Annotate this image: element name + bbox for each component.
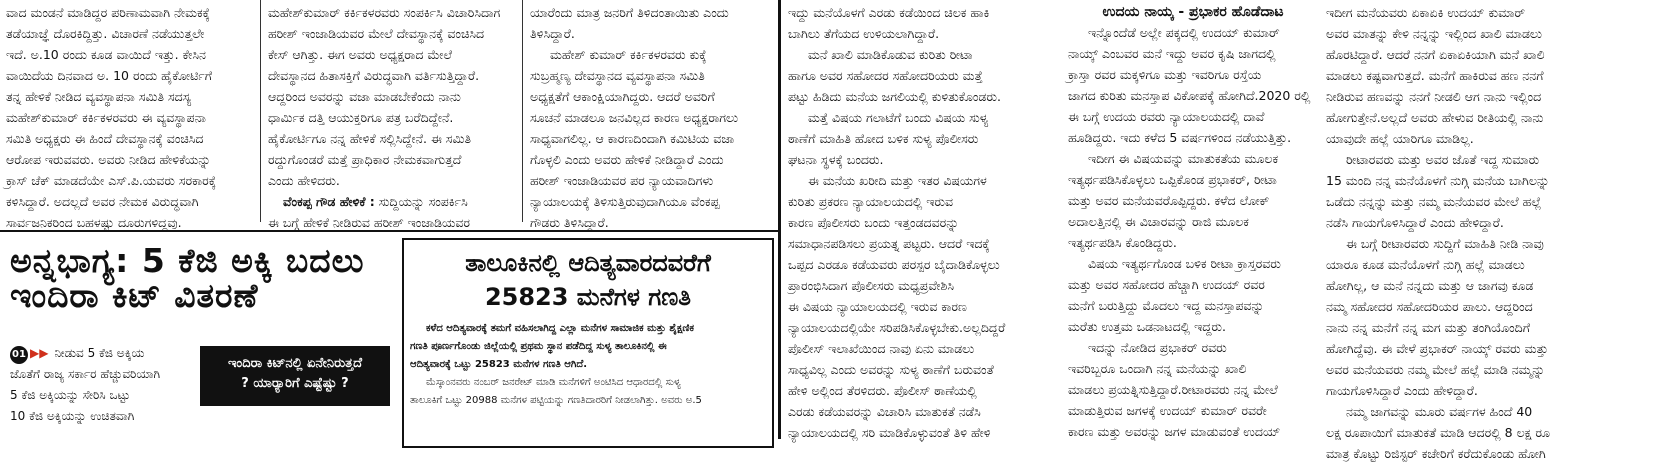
subheading: ಉದಯ ನಾಯ್ಕ - ಪ್ರಭಾಕರ ಹೊಡೆದಾಟ — [1102, 4, 1284, 20]
census-body — [410, 374, 768, 410]
text-line: ನಾಯ್ಕ್ ಎಂಬವರ ಮನೆ ಇದ್ದು ಅವರ ಕೃಷಿ ಜಾಗದಲ್ಲಿ — [1068, 46, 1276, 61]
text-line: ಇನ್ನೊಂದೆಡೆ ಅಲ್ಲೇ ಪಕ್ಕದಲ್ಲಿ ಉದಯ್ ಕುಮಾರ್ — [1088, 25, 1280, 40]
text-line: ಮಹೇಶ್ ಕುಮಾರ್ ಕರ್ಕಿಕಳರವರು ಕುಕ್ಕೆ — [550, 47, 707, 62]
text-line: ಘಟನಾ ಸ್ಥಳಕ್ಕೆ ಬಂದರು. — [788, 152, 884, 167]
text-line: ವಾಯಿದೆಯ ದಿನವಾದ ಅ. 10 ರಂದು ಹೈಕೋರ್ಟಿಗೆ — [6, 68, 213, 83]
story-line: 5 ಕೆಜಿ ಅಕ್ಕಿಯನ್ನು ಸೇರಿಸಿ ಒಟ್ಟು — [10, 388, 131, 402]
text-line: ಹರೀಶ್ ಇಂಜಾಡಿಯವರ ಮೇಲೆ ದೇವಸ್ಥಾನಕ್ಕೆ ವಂಚಿಸಿದ — [268, 26, 485, 41]
text-line: ಇದೀಗ ಮನೆಯವರು ಏಕಾಏಕಿ ಉದಯ್ ಕುಮಾರ್ — [1326, 5, 1526, 20]
text-line: ಆದ್ದರಿಂದ ಅವರನ್ನು ವಜಾ ಮಾಡಬೇಕೆಂದು ನಾನು — [268, 89, 461, 104]
text-line: ಇದ್ದು ಮನೆಯೊಳಗೆ ಎರಡು ಕಡೆಯಿಂದ ಚಿಲಕ ಹಾಕಿ — [788, 5, 990, 20]
text-line: ಎರಡು ಕಡೆಯವರನ್ನು ವಿಚಾರಿಸಿ ಮಾತುಕತೆ ನಡೆಸಿ — [788, 404, 981, 419]
text-line: ಅವರ ಮನೆಯವರು ನಮ್ಮ ಮೇಲೆ ಹಲ್ಲೆ ಮಾಡಿ ನಮ್ಮನ್ನು — [1326, 362, 1545, 377]
kicker-box — [200, 346, 390, 406]
text-line: ಮನೆ ಖಾಲಿ ಮಾಡಿಕೊಡುವ ಕುರಿತು ರೀಟಾ — [808, 47, 973, 62]
text-line: ಎಂದು ಹೇಳಿದರು. — [268, 173, 340, 188]
text-line: ಕಾರಣ ಮತ್ತು ಅವರನ್ನು ಜಗಳ ಮಾಡುವಂತೆ ಉದಯ್ — [1068, 424, 1281, 439]
text-line: ಮಾಡಲು ಕಷ್ಟವಾಗುತ್ತದೆ. ಮನೆಗೆ ಹಾಕಿರುವ ಹಣ ನನಗೆ — [1326, 68, 1544, 83]
section-rule — [0, 230, 778, 232]
kicker-line: ? ಯಾರ್‍ಯಾರಿಗೆ ಎಷ್ಟೆಷ್ಟು ? — [241, 376, 349, 391]
column-4-lines — [788, 2, 1060, 443]
text-line: ಇದನ್ನು ನೋಡಿದ ಪ್ರಭಾಕರ್ ರವರು — [1088, 340, 1227, 355]
text-line: ಹೇಳಿ ಅಲ್ಲಿಂದ ತೆರಳಿದರು. ಪೊಲೀಸ್ ಠಾಣೆಯಲ್ಲಿ — [788, 383, 977, 398]
column-6 — [1326, 2, 1656, 464]
headline-census — [410, 246, 766, 314]
column-1-lines — [6, 2, 254, 233]
text-line: ಪಟ್ಟು ಹಿಡಿದು ಮನೆಯ ಜಗಲಿಯಲ್ಲಿ ಕುಳಿತುಕೊಂಡರು. — [788, 89, 1001, 104]
column-3-lines — [530, 2, 770, 233]
byline-text: ಸುದ್ದಿಯನ್ನು ಸಂಪರ್ಕಿಸಿ — [374, 194, 468, 209]
story-line: 10 ಕೆಜಿ ಅಕ್ಕಿಯನ್ನು ಉಚಿತವಾಗಿ — [10, 409, 135, 423]
text-line: 15 ಮಂದಿ ನನ್ನ ಮನೆಯೊಳಗೆ ನುಗ್ಗಿ ಮನೆಯ ಬಾಗಿಲನ್ನು — [1326, 173, 1550, 188]
text-line: ಪೊಲೀಸ್ ಇಲಾಖೆಯಿಂದ ನಾವು ಏನು ಮಾಡಲು — [788, 341, 975, 356]
story-line: ನೀಡುವ 5 ಕೆಜಿ ಅಕ್ಕಿಯ — [54, 346, 145, 360]
text-line: ಸಾಧ್ಯವಿಲ್ಲ ಎಂದು ಅವರನ್ನು ಸುಳ್ಯ ಠಾಣೆಗೆ ಬರುವಂತೆ — [788, 362, 994, 377]
byline-label: ವೆಂಕಪ್ಪ ಗೌಡ ಹೇಳಿಕೆ : — [283, 194, 375, 209]
column-3 — [530, 2, 770, 233]
text-line: ಆರೋಪ ಇರುವವರು. ಅವರು ನೀಡಿದ ಹೇಳಿಕೆಯನ್ನು — [6, 152, 211, 167]
text-line: ನೀಡಿರುವ ಹಣವನ್ನು ನನಗೆ ನೀಡಲಿ ಆಗ ನಾನು ಇಲ್ಲಿಂದ — [1326, 89, 1542, 104]
text-line: ಸುಬ್ರಹ್ಮಣ್ಯ ದೇವಸ್ಥಾನದ ವ್ಯವಸ್ಥಾಪನಾ ಸಮಿತಿ — [530, 68, 705, 83]
page-gutter-rule — [778, 0, 781, 439]
text-line: ನಡೆಸಿ ಗಾಯಗೊಳಿಸಿದ್ದಾರೆ ಎಂದು ಹೇಳಿದ್ದಾರೆ. — [1326, 215, 1504, 230]
column-5 — [1068, 2, 1318, 442]
headline-line: ತಾಲೂಕಿನಲ್ಲಿ ಆದಿತ್ಯವಾರದವರೆಗೆ — [465, 249, 711, 277]
text-line: ಈ ಬಗ್ಗೆ ರೀಟಾರವರು ಸುದ್ದಿಗೆ ಮಾಹಿತಿ ನೀಡಿ ನಾವು — [1346, 236, 1544, 251]
text-line: ಪ್ರಾರಂಭಿಸಿದಾಗ ಪೊಲೀಸರು ಮಧ್ಯಪ್ರವೇಶಿಸಿ — [788, 278, 954, 293]
text-line: ಯಾರೂ ಕೂಡ ಮನೆಯೊಳಗೆ ನುಗ್ಗಿ ಹಲ್ಲೆ ಮಾಡಲು — [1326, 257, 1525, 272]
text-line: ಸಮಾಧಾನಪಡಿಸಲು ಪ್ರಯತ್ನ ಪಟ್ಟರು. ಆದರೆ ಇದಕ್ಕೆ — [788, 236, 990, 251]
text-line: ಗೌಡರು ತಿಳಿಸಿದ್ದಾರೆ. — [530, 215, 609, 230]
column-6-lines — [1326, 2, 1656, 464]
text-line: ಒಡೆದು ನನ್ನನ್ನು ಮತ್ತು ನಮ್ಮ ಮನೆಯವರ ಮೇಲೆ ಹಲ್ಲೆ — [1326, 194, 1542, 209]
column-4 — [788, 2, 1060, 443]
text-line: ಅದಾಲತ್ತಿನಲ್ಲಿ ಈ ವಿಚಾರವನ್ನು ರಾಜಿ ಮೂಲಕ — [1068, 214, 1249, 229]
text-line: ಈ ಬಗ್ಗೆ ಉದಯ ರವರು ನ್ಯಾಯಾಲಯದಲ್ಲಿ ದಾವೆ — [1068, 109, 1265, 124]
text-line: ಮಹೇಶ್‌ಕುಮಾರ್ ಕರ್ಕಿಕಳರವರು ಈ ವ್ಯವಸ್ಥಾಪನಾ — [6, 110, 206, 125]
column-2 — [268, 2, 516, 233]
text-line: ಸಮಿತಿ ಅಧ್ಯಕ್ಷರು ಈ ಹಿಂದೆ ದೇವಸ್ಥಾನಕ್ಕೆ ವಂಚಿಸಿದ — [6, 131, 204, 146]
text-line: ನಮ್ಮ ಜಾಗವನ್ನು ಮೂರು ವರ್ಷಗಳ ಹಿಂದೆ 40 — [1346, 404, 1533, 419]
text-line: ಕ್ರಾಸ್ತಾ ರವರ ಮಕ್ಕಳಿಗೂ ಮತ್ತು ಇವರಿಗೂ ರಸ್ತೆಯ — [1068, 67, 1262, 82]
text-line: ಹರೀಶ್ ಇಂಜಾಡಿಯವರ ಪರ ನ್ಯಾಯವಾದಿಗಳು — [530, 173, 714, 188]
arrow-icon: ▶▶ — [30, 346, 49, 360]
text-line: ಮರೆತು ಉತ್ತಮ ಒಡನಾಟದಲ್ಲಿ ಇದ್ದರು. — [1068, 319, 1226, 334]
text-line: ಯಾರೆಂದು ಮಾತ್ರ ಜನರಿಗೆ ತಿಳಿದಂತಾಯಿತು ಎಂದು — [530, 5, 729, 20]
text-line: ತಿಳಿಸಿದ್ದಾರೆ. — [530, 26, 575, 41]
text-line: ಈ ಮನೆಯ ಖರೀದಿ ಮತ್ತು ಇತರ ವಿಷಯಗಳ — [808, 173, 987, 188]
text-line: ನಾನು ನನ್ನ ಮನೆಗೆ ನನ್ನ ಮಗ ಮತ್ತು ತಂಗಿಯೊಂದಿಗೆ — [1326, 320, 1530, 335]
text-line: ಠಾಣೆಗೆ ಮಾಹಿತಿ ಹೋದ ಬಳಿಕ ಸುಳ್ಯ ಪೊಲೀಸರು — [788, 131, 979, 146]
headline-line: ಇಂದಿರಾ ಕಿಟ್ ವಿತರಣೆ — [10, 275, 259, 315]
text-line: ತಾಲೂಕಿಗೆ ಒಟ್ಟು 20988 ಮನೆಗಳ ಪಟ್ಟಿಯನ್ನು ಗಣತಿದಾರರಿಗೆ ನೀಡಲಾಗಿತ್ತು. ಅವರು ಅ.5 — [410, 395, 702, 406]
story-annabhagya — [10, 343, 190, 427]
text-line: ಹೋಗಿದ್ದೆವು. ಈ ವೇಳೆ ಪ್ರಭಾಕರ್ ನಾಯ್ಕ್ ರವರು ಮತ್ತು — [1326, 341, 1549, 356]
text-line: ಯಾವುದೇ ಹಲ್ಲೆ ಯಾರಿಗೂ ಮಾಡಿಲ್ಲ. — [1326, 131, 1474, 146]
headline-line: ಅನ್ನಭಾಗ್ಯ: 5 ಕೆಜಿ ಅಕ್ಕಿ ಬದಲು — [10, 241, 365, 280]
text-line: ಹಾಗೂ ಅವರ ಸಹೋದರ ಸಹೋದರಿಯರು ಮತ್ತೆ — [788, 68, 983, 83]
text-line: ಬಾಗಿಲು ತೆಗೆಯದ ಉಳಿಯಲಾಗಿದ್ದಾರೆ. — [788, 26, 940, 41]
text-line: ದೇವಸ್ಥಾನದ ಹಿತಾಸಕ್ತಿಗೆ ವಿರುದ್ಧವಾಗಿ ವರ್ತಿಸುತ್ತಿದ್ದಾರೆ. — [268, 68, 480, 83]
text-line: ಅವರ ಮಾತನ್ನು ಕೇಳಿ ನನ್ನನ್ನು ಇಲ್ಲಿಂದ ಖಾಲಿ ಮಾಡಲು — [1326, 26, 1542, 41]
text-line: ಹೋಗಿಲ್ಲ, ಆ ಮನೆ ನನ್ನದು ಮತ್ತು ಆ ಜಾಗವು ಕೂಡ — [1326, 278, 1534, 293]
text-line: ಹೂಡಿದ್ದರು. ಇದು ಕಳೆದ 5 ವರ್ಷಗಳಿಂದ ನಡೆಯುತ್ತಿತ್ತು. — [1068, 130, 1292, 145]
text-line: ನ್ಯಾಯಾಲಯದಲ್ಲಿ ಸರಿ ಮಾಡಿಕೊಳ್ಳುವಂತೆ ತಿಳಿ ಹೇಳಿ — [788, 425, 991, 440]
text-line: ಮಹೇಶ್‌ಕುಮಾರ್ ಕರ್ಕಿಕಳರವರು ಸಂಪರ್ಕಿಸಿ ವಿಚಾರಿಸಿದಾಗ — [268, 5, 501, 20]
text-line: ವಾದ ಮಂಡನೆ ಮಾಡಿದ್ದರ ಪರಿಣಾಮವಾಗಿ ನೇಮಕಕ್ಕೆ — [6, 5, 210, 20]
text-line: ಮತ್ತೆ ವಿಷಯ ಗಲಾಟೆಗೆ ಬಂದು ವಿಷಯ ಸುಳ್ಯ — [808, 110, 989, 125]
text-line: ಇವರಿಬ್ಬರೂ ಒಂದಾಗಿ ನನ್ನ ಮನೆಯನ್ನು ಖಾಲಿ — [1068, 361, 1247, 376]
text-line: ಒಪ್ಪದ ಎರಡೂ ಕಡೆಯವರು ಪರಸ್ಪರ ಬೈದಾಡಿಕೊಳ್ಳಲು — [788, 257, 1000, 272]
column-divider — [522, 0, 523, 222]
text-line: ಕ್ರಾಸ್ ಚೆಕ್ ಮಾಡದೆಯೇ ಎಸ್.ಪಿ.ಯವರು ಸರಕಾರಕ್ಕೆ — [6, 173, 217, 188]
text-line: ಇದೆ. ಅ.10 ರಂದು ಕೂಡ ವಾಯಿದೆ ಇತ್ತು. ಕೇಸಿನ — [6, 47, 206, 62]
text-line: ಹೊರಟಿದ್ದಾರೆ. ಆದರೆ ನನಗೆ ಏಕಾಏಕಿಯಾಗಿ ಮನೆ ಖಾಲಿ — [1326, 47, 1545, 62]
text-line: ಮನೆಗೆ ಬರುತ್ತಿದ್ದು ಮೊದಲು ಇದ್ದ ಮನಸ್ತಾಪವನ್ನು — [1068, 298, 1265, 313]
text-line: ಮತ್ತು ಅವರ ಸಹೋದರ ಹೆಚ್ಚಾಗಿ ಉದಯ್ ರವರ — [1068, 277, 1265, 292]
text-line: ತಡೆಯಾಜ್ಞೆ ದೊರಕಿದ್ದಿತ್ತು. ವಿಚಾರಣೆ ನಡೆಯುತ್ತಲೇ — [6, 26, 205, 41]
text-line: ಲಕ್ಷ ರೂಪಾಯಿಗೆ ಮಾತುಕತೆ ಮಾಡಿ ಆದರಲ್ಲಿ 8 ಲಕ್ಷ ರೂ — [1326, 425, 1551, 440]
byline — [268, 191, 516, 212]
text-line: ವಿಷಯ ಇತ್ಯರ್ಥಗೊಂಡ ಬಳಿಕ ರೀಟಾ ಕ್ರಾಸ್ತರವರು — [1088, 256, 1281, 271]
story-number-badge: 01 — [10, 346, 28, 364]
text-line: ಕಾರಣ ಪೊಲೀಸರು ಬಂದು ಇತ್ತಂಡದವರನ್ನು — [788, 215, 959, 230]
story-lead — [10, 343, 190, 364]
column-5-lines — [1068, 22, 1318, 442]
column-1 — [6, 2, 254, 233]
text-line: ಮಾತ್ರ ಕೊಟ್ಟು ರಿಜಿಸ್ಟರ್ ಕಚೇರಿಗೆ ಕರೆದುಕೊಂಡು ಹೋಗಿ — [1326, 446, 1546, 461]
column-divider — [260, 0, 261, 222]
text-line: ಮೆಸ್ಕಾಂನವರು ನಂಬರ್ ಜನರೇಟ್ ಮಾಡಿ ಮನೆಗಳಿಗೆ ಅಂಟಿಸಿದ ಆಧಾರದಲ್ಲಿ ಸುಳ್ಯ — [426, 377, 681, 388]
text-line: ಮಾಡುತ್ತಿರುವ ಜಗಳಕ್ಕೆ ಉದಯ್ ಕುಮಾರ್ ರವರೇ — [1068, 403, 1267, 418]
headline-annabhagya — [10, 241, 390, 315]
column-2-last-line: ಈ ಬಗ್ಗೆ ಹೇಳಿಕೆ ನೀಡಿರುವ ಹರೀಶ್ ಇಂಜಾಡಿಯವರ — [268, 215, 471, 230]
text-line: ಕೇಸ್ ಆಗಿತ್ತು. ಈಗ ಅವರು ಅಧ್ಯಕ್ಷರಾದ ಮೇಲೆ — [268, 47, 452, 62]
census-lead — [410, 320, 768, 374]
text-line: ಕುರಿತು ಪ್ರಕರಣ ನ್ಯಾಯಾಲಯದಲ್ಲಿ ಇರುವ — [788, 194, 954, 209]
text-line: ನ್ಯಾಯಾಲಯಕ್ಕೆ ತಿಳಿಸುತ್ತಿರುವುದಾಗಿಯೂ ವೆಂಕಪ್ಪ — [530, 194, 720, 209]
text-line: ಧಾರ್ಮಿಕ ದತ್ತಿ ಆಯುಕ್ತರಿಗೂ ಪತ್ರ ಬರೆದಿದ್ದೇನೆ. — [268, 110, 454, 125]
story-line: ಜೊತೆಗೆ ರಾಜ್ಯ ಸರ್ಕಾರ ಹೆಚ್ಚುವರಿಯಾಗಿ — [10, 367, 161, 381]
text-line: ರದ್ದುಗೊಂಡರೆ ಮತ್ತೆ ಪ್ರಾಧಿಕಾರ ನೇಮಕವಾಗುತ್ತದೆ — [268, 152, 462, 167]
text-line: ಇತ್ಯರ್ಥಪಡಿಸಿ ಕೊಂಡಿದ್ದರು. — [1068, 235, 1177, 250]
headline-line: 25823 ಮನೆಗಳ ಗಣತಿ — [484, 283, 692, 311]
text-line: ಜಾಗದ ಕುರಿತು ಮನಸ್ತಾಪ ವಿಕೋಪಕ್ಕೆ ಹೋಗಿದೆ.2020 ರಲ್ಲಿ — [1068, 88, 1311, 103]
text-line: ರೀಟಾರವರು ಮತ್ತು ಅವರ ಜೊತೆ ಇದ್ದ ಸುಮಾರು — [1346, 152, 1540, 167]
text-line: ಗಾಯಗೊಳಿಸಿದ್ದಾರೆ ಎಂದು ಹೇಳಿದ್ದಾರೆ. — [1326, 383, 1478, 398]
text-line: ಮತ್ತು ಅವರ ಮನೆಯವರೊಪ್ಪಿದ್ದರು. ಕಳೆದ ಲೋಕ್ — [1068, 193, 1270, 208]
text-line: ತನ್ನ ಹೇಳಿಕೆ ನೀಡಿದ ವ್ಯವಸ್ಥಾಪನಾ ಸಮಿತಿ ಸದಸ್ಯ — [6, 89, 192, 104]
text-line: ನಮ್ಮ ಸಹೋದರ ಸಹೋದರಿಯರ ಪಾಲು. ಆದ್ದರಿಂದ — [1326, 299, 1533, 314]
text-line: ಹೈಕೋರ್ಟಿಗೂ ನನ್ನ ಹೇಳಿಕೆ ಸಲ್ಲಿಸಿದ್ದೇನೆ. ಈ ಸಮಿತಿ — [268, 131, 472, 146]
text-line: ಗೊಳ್ಳಲಿ ಎಂದು ಅವರು ಹೇಳಿಕೆ ನೀಡಿದ್ದಾರೆ ಎಂದು — [530, 152, 724, 167]
text-line: ಗಣತಿ ಪೂರ್ಣಗೊಂಡು ಜಿಲ್ಲೆಯಲ್ಲಿ ಪ್ರಥಮ ಸ್ಥಾನ ಪಡೆದಿದ್ದ ಸುಳ್ಯ ತಾಲೂಕಿನಲ್ಲಿ ಈ — [410, 341, 667, 352]
text-line: ಆದಿತ್ಯವಾರಕ್ಕೆ ಒಟ್ಟು 25823 ಮನೆಗಳ ಗಣತಿ ಆಗಿದೆ. — [410, 359, 588, 370]
text-line: ಅಧ್ಯಕ್ಷತೆಗೆ ಆಕಾಂಕ್ಷಿಯಾಗಿದ್ದರು. ಆದರೆ ಅವರಿಗೆ — [530, 89, 715, 104]
column-2-lines — [268, 2, 516, 191]
text-line: ಸೂಚನೆ ಮಾಡಲೂ ಜನವಿಲ್ಲದ ಕಾರಣ ಅಧ್ಯಕ್ಷರಾಗಲು — [530, 110, 739, 125]
text-line: ಇತ್ಯರ್ಥಪಡಿಸಿಕೊಳ್ಳಲು ಒಪ್ಪಿಕೊಂಡ ಪ್ರಭಾಕರ್, ರೀಟಾ — [1068, 172, 1277, 187]
text-line: ಕಳಿಸಿದ್ದಾರೆ. ಅದಲ್ಲದೆ ಅವರ ನೇಮಕ ವಿರುದ್ಧವಾಗಿ — [6, 194, 199, 209]
text-line: ನ್ಯಾಯಾಲಯದಲ್ಲಿಯೇ ಸರಿಪಡಿಸಿಕೊಳ್ಳಬೇಕು.ಅಲ್ಲದಿದ್ದರೆ — [788, 320, 1006, 335]
text-line: ಸಾಧ್ಯವಾಗಲಿಲ್ಲ. ಆ ಕಾರಣದಿಂದಾಗಿ ಕಮಿಟಿಯ ವಜಾ — [530, 131, 735, 146]
text-line: ಮಾಡಲು ಪ್ರಯತ್ನಿಸುತ್ತಿದ್ದಾರೆ.ರೀಟಾರವರು ನನ್ನ ಮೇಲೆ — [1068, 382, 1278, 397]
text-line: ಕಳೆದ ಆದಿತ್ಯವಾರಕ್ಕೆ ತಮಗೆ ವಹಿಸಲಾಗಿದ್ದ ಎಲ್ಲಾ ಮನೆಗಳ ಸಾಮಾಜಿಕ ಮತ್ತು ಶೈಕ್ಷಣಿಕ — [426, 323, 694, 334]
text-line: ಹೋಗುತ್ತೇನೆ.ಅಲ್ಲದೆ ಅವರು ಹೇಳುವ ರೀತಿಯಲ್ಲಿ ನಾನು — [1326, 110, 1544, 125]
text-line: ಸಾರ್ವಜನಿಕರಿಂದ ಬಹಳಷ್ಟು ದೂರುಗಳಿದ್ದವು. — [6, 215, 182, 230]
census-story-text — [410, 320, 768, 410]
kicker-line: ಇಂದಿರಾ ಕಿಟ್‌ನಲ್ಲಿ ಏನೇನಿರುತ್ತದೆ — [227, 356, 363, 371]
text-line: ಈ ವಿಷಯ ನ್ಯಾಯಾಲಯದಲ್ಲಿ ಇರುವ ಕಾರಣ — [788, 299, 967, 314]
text-line: ಇದೀಗ ಈ ವಿಷಯವನ್ನು ಮಾತುಕತೆಯ ಮೂಲಕ — [1088, 151, 1279, 166]
